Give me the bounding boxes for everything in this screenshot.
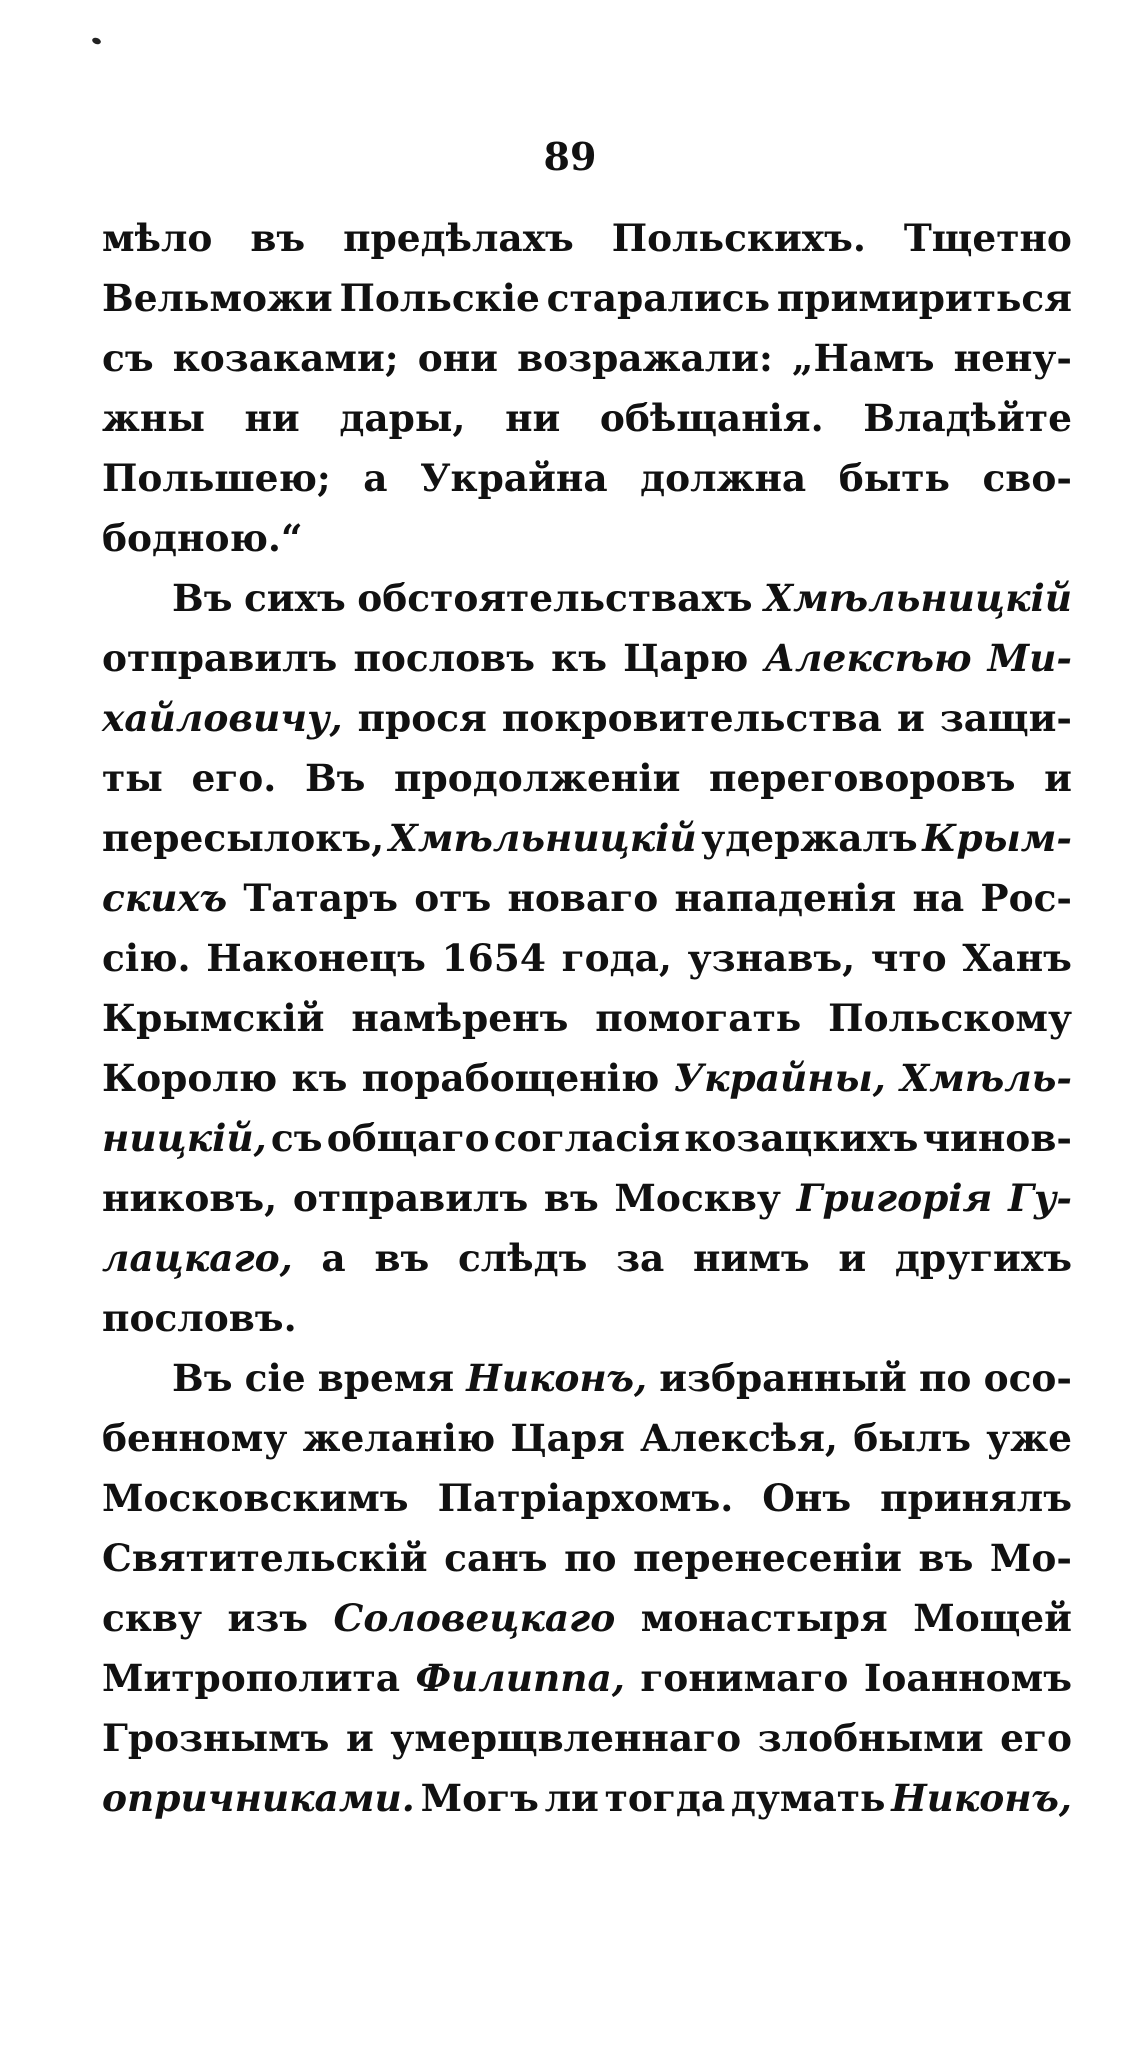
word: отъ bbox=[414, 876, 492, 920]
word: они bbox=[417, 336, 498, 380]
word: и bbox=[1044, 756, 1072, 800]
word: козацкихъ bbox=[684, 1116, 919, 1160]
word: пересылокъ, bbox=[102, 816, 385, 860]
word: за bbox=[616, 1236, 665, 1280]
italic-word: опричниками. bbox=[102, 1776, 415, 1820]
word: думать bbox=[730, 1776, 886, 1820]
word: пословъ bbox=[353, 636, 536, 680]
word: Патріархомъ. bbox=[437, 1476, 734, 1520]
italic-word: Хмѣльницкій bbox=[388, 816, 697, 860]
word: Польскихъ. bbox=[611, 216, 866, 260]
word: согласія bbox=[493, 1116, 681, 1160]
word: осо- bbox=[983, 1356, 1072, 1400]
word: по bbox=[918, 1356, 972, 1400]
word: общаго bbox=[326, 1116, 490, 1160]
word: и bbox=[896, 696, 925, 740]
text-line bbox=[102, 748, 1072, 808]
word: въ bbox=[250, 216, 306, 260]
word: покровительства bbox=[501, 696, 882, 740]
word: удержалъ bbox=[701, 816, 918, 860]
text-line bbox=[102, 868, 1072, 928]
word: примириться bbox=[776, 276, 1072, 320]
word: Могъ bbox=[420, 1776, 539, 1820]
word: Въ bbox=[172, 576, 233, 620]
italic-word: Хмѣль- bbox=[900, 1056, 1072, 1100]
word: сію. bbox=[102, 936, 191, 980]
word: Владѣйте bbox=[863, 396, 1072, 440]
word: никовъ, bbox=[102, 1176, 278, 1220]
italic-word: Гу- bbox=[1008, 1176, 1072, 1220]
word: Вельможи bbox=[102, 276, 333, 320]
word: обстоятельствахъ bbox=[357, 576, 753, 620]
text-line bbox=[102, 1288, 1072, 1348]
italic-word: Ми- bbox=[987, 636, 1072, 680]
word: предѣлахъ bbox=[343, 216, 574, 260]
word: Наконецъ bbox=[206, 936, 426, 980]
word: гонимаго bbox=[640, 1656, 849, 1700]
text-line bbox=[102, 508, 1072, 568]
word: нену- bbox=[953, 336, 1072, 380]
word: изъ bbox=[227, 1596, 309, 1640]
italic-word: лацкаго, bbox=[102, 1236, 293, 1280]
word: Тщетно bbox=[903, 216, 1072, 260]
word: Рос- bbox=[980, 876, 1072, 920]
text-line bbox=[102, 208, 1072, 268]
word: Польшею; bbox=[102, 456, 331, 500]
word: чинов- bbox=[922, 1116, 1072, 1160]
word: Алексѣя, bbox=[640, 1416, 838, 1460]
text-line bbox=[102, 268, 1072, 328]
text-line bbox=[102, 1348, 1072, 1408]
italic-word: Филиппа, bbox=[415, 1656, 625, 1700]
text-line bbox=[102, 1708, 1072, 1768]
word: злобными bbox=[757, 1716, 984, 1760]
word: по bbox=[564, 1536, 617, 1580]
word: въ bbox=[374, 1236, 430, 1280]
word: его bbox=[1000, 1716, 1072, 1760]
word: дары, bbox=[339, 396, 466, 440]
word: время bbox=[317, 1356, 455, 1400]
word: прося bbox=[357, 696, 487, 740]
word: Королю bbox=[102, 1056, 278, 1100]
word: къ bbox=[291, 1056, 348, 1100]
word: нимъ bbox=[693, 1236, 810, 1280]
text-line bbox=[102, 1408, 1072, 1468]
word: года, bbox=[561, 936, 672, 980]
word: въ bbox=[543, 1176, 599, 1220]
word: ли bbox=[544, 1776, 599, 1820]
word: и bbox=[346, 1716, 374, 1760]
word: возражали: bbox=[517, 336, 773, 380]
word: Татаръ bbox=[243, 876, 399, 920]
word: уже bbox=[986, 1416, 1072, 1460]
text-line bbox=[102, 388, 1072, 448]
ink-speck bbox=[91, 37, 102, 46]
word: въ bbox=[918, 1536, 974, 1580]
text-line bbox=[102, 628, 1072, 688]
word: бодною.“ bbox=[102, 516, 303, 560]
word: порабощенію bbox=[361, 1056, 660, 1100]
word: Онъ bbox=[762, 1476, 852, 1520]
word: ты bbox=[102, 756, 163, 800]
word: старались bbox=[546, 276, 771, 320]
text-line bbox=[102, 1108, 1072, 1168]
word: Въ bbox=[304, 756, 366, 800]
word: слѣдъ bbox=[457, 1236, 588, 1280]
word: нападенія bbox=[674, 876, 897, 920]
italic-word: хайловичу, bbox=[102, 696, 343, 740]
word: Мо- bbox=[989, 1536, 1072, 1580]
word: а bbox=[363, 456, 388, 500]
word: Москву bbox=[614, 1176, 781, 1220]
word: избранный bbox=[659, 1356, 907, 1400]
word: скву bbox=[102, 1596, 202, 1640]
word: умерщвленнаго bbox=[390, 1716, 742, 1760]
text-line bbox=[102, 988, 1072, 1048]
word: мѣло bbox=[102, 216, 213, 260]
word: на bbox=[912, 876, 965, 920]
word: тогда bbox=[604, 1776, 726, 1820]
text-line bbox=[102, 688, 1072, 748]
word: защи- bbox=[939, 696, 1072, 740]
text-line bbox=[102, 808, 1072, 868]
word: что bbox=[870, 936, 947, 980]
word: сіе bbox=[244, 1356, 306, 1400]
italic-word: скихъ bbox=[102, 876, 228, 920]
word: Московскимъ bbox=[102, 1476, 409, 1520]
text-line bbox=[102, 1588, 1072, 1648]
word: Митрополита bbox=[102, 1656, 401, 1700]
word: Польскіе bbox=[339, 276, 540, 320]
word: сво- bbox=[982, 456, 1072, 500]
word: къ bbox=[551, 636, 608, 680]
word: сихъ bbox=[243, 576, 346, 620]
text-line bbox=[102, 928, 1072, 988]
word: Въ bbox=[172, 1356, 233, 1400]
italic-word: Украйны, bbox=[673, 1056, 886, 1100]
word: отправилъ bbox=[102, 636, 338, 680]
italic-word: Никонъ, bbox=[466, 1356, 648, 1400]
word: и bbox=[838, 1236, 867, 1280]
word: новаго bbox=[507, 876, 659, 920]
word: Польскому bbox=[828, 996, 1072, 1040]
word: другихъ bbox=[894, 1236, 1072, 1280]
page-text bbox=[102, 208, 1072, 1828]
italic-word: Григорія bbox=[796, 1176, 993, 1220]
word: Царя bbox=[510, 1416, 625, 1460]
word: санъ bbox=[444, 1536, 548, 1580]
italic-word: Алексѣю bbox=[764, 636, 972, 680]
page-number: 89 bbox=[543, 134, 597, 179]
word: съ bbox=[102, 336, 154, 380]
word: Іоанномъ bbox=[863, 1656, 1072, 1700]
word: былъ bbox=[853, 1416, 972, 1460]
word: переговоровъ bbox=[709, 756, 1016, 800]
word: узнавъ, bbox=[687, 936, 856, 980]
italic-word: Соловецкаго bbox=[333, 1596, 616, 1640]
word: Грознымъ bbox=[102, 1716, 330, 1760]
text-line bbox=[102, 1768, 1072, 1828]
text-line bbox=[102, 1468, 1072, 1528]
text-line bbox=[102, 448, 1072, 508]
word: Мощей bbox=[913, 1596, 1072, 1640]
word: Царю bbox=[623, 636, 749, 680]
word: ни bbox=[505, 396, 561, 440]
italic-word: Крым- bbox=[922, 816, 1072, 860]
italic-word: ницкій, bbox=[102, 1116, 267, 1160]
word: 1654 bbox=[441, 936, 546, 980]
text-line bbox=[102, 1528, 1072, 1588]
word: быть bbox=[838, 456, 950, 500]
word: Святительскій bbox=[102, 1536, 428, 1580]
text-line bbox=[102, 1228, 1072, 1288]
text-line bbox=[102, 568, 1072, 628]
word: козаками; bbox=[172, 336, 399, 380]
word: жны bbox=[102, 396, 205, 440]
word: его. bbox=[191, 756, 277, 800]
word: Ханъ bbox=[962, 936, 1072, 980]
word: намѣренъ bbox=[351, 996, 569, 1040]
text-line bbox=[102, 1168, 1072, 1228]
word: помогать bbox=[595, 996, 802, 1040]
word: ни bbox=[244, 396, 300, 440]
italic-word: Никонъ, bbox=[891, 1776, 1072, 1820]
word: „Намъ bbox=[791, 336, 935, 380]
text-line bbox=[102, 328, 1072, 388]
word: Украйна bbox=[420, 456, 608, 500]
word: принялъ bbox=[880, 1476, 1072, 1520]
italic-word: Хмѣльницкій bbox=[764, 576, 1072, 620]
word: обѣщанія. bbox=[599, 396, 824, 440]
word: бенному bbox=[102, 1416, 288, 1460]
word: монастыря bbox=[640, 1596, 888, 1640]
text-line bbox=[102, 1648, 1072, 1708]
word: должна bbox=[640, 456, 807, 500]
word: пословъ. bbox=[102, 1296, 297, 1340]
word: продолженіи bbox=[394, 756, 681, 800]
word: желанію bbox=[302, 1416, 496, 1460]
word: перенесеніи bbox=[633, 1536, 902, 1580]
word: Крымскій bbox=[102, 996, 325, 1040]
word: съ bbox=[270, 1116, 323, 1160]
text-line bbox=[102, 1048, 1072, 1108]
word: отправилъ bbox=[292, 1176, 529, 1220]
word: а bbox=[321, 1236, 346, 1280]
